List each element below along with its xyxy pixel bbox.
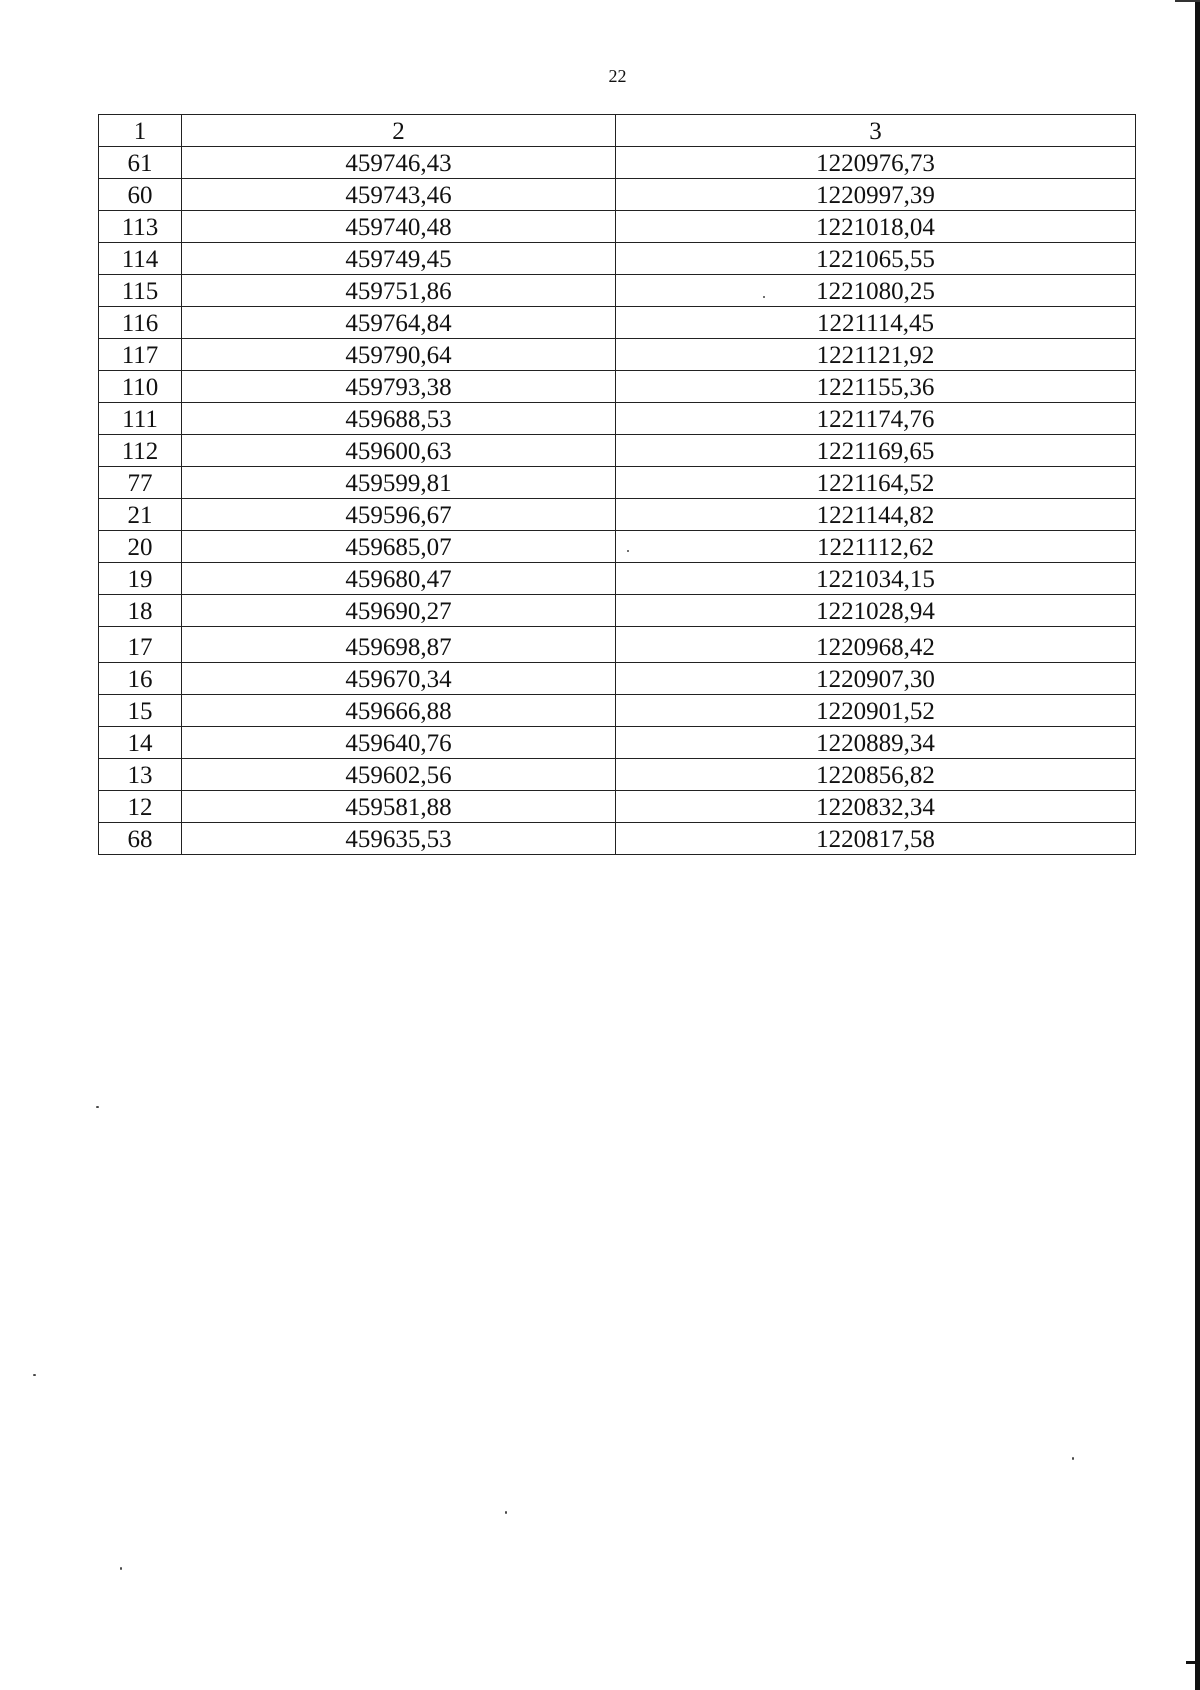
point-number-cell: 13 (99, 759, 182, 791)
y-coordinate-cell: 1220856,82 (616, 759, 1136, 791)
point-number-cell: 68 (99, 823, 182, 855)
y-coordinate-cell: 1221121,92 (616, 339, 1136, 371)
header-col-3: 3 (616, 115, 1136, 147)
y-coordinate-cell: 1221018,04 (616, 211, 1136, 243)
x-coordinate-cell: 459635,53 (182, 823, 616, 855)
y-coordinate-cell: 1221065,55 (616, 243, 1136, 275)
y-coordinate-cell: 1221034,15 (616, 563, 1136, 595)
point-number-cell: 14 (99, 727, 182, 759)
y-coordinate-cell: 1220907,30 (616, 663, 1136, 695)
point-number-cell: 113 (99, 211, 182, 243)
point-number-cell: 111 (99, 403, 182, 435)
y-coordinate-cell: 1221028,94 (616, 595, 1136, 627)
table-row (99, 823, 1136, 855)
x-coordinate-cell: 459690,27 (182, 595, 616, 627)
table-row (99, 307, 1136, 339)
header-col-1: 1 (99, 115, 182, 147)
x-coordinate-cell: 459751,86 (182, 275, 616, 307)
x-coordinate-cell: 459764,84 (182, 307, 616, 339)
scan-speck (33, 1374, 36, 1376)
table-row (99, 499, 1136, 531)
point-number-cell: 18 (99, 595, 182, 627)
table-row (99, 435, 1136, 467)
point-number-cell: 112 (99, 435, 182, 467)
x-coordinate-cell: 459600,63 (182, 435, 616, 467)
y-coordinate-cell: 1221114,45 (616, 307, 1136, 339)
point-number-cell: 77 (99, 467, 182, 499)
x-coordinate-cell: 459680,47 (182, 563, 616, 595)
scan-speck (120, 1567, 122, 1570)
point-number-cell: 21 (99, 499, 182, 531)
table-row (99, 147, 1136, 179)
y-coordinate-cell: 1220889,34 (616, 727, 1136, 759)
y-coordinate-cell: 1221164,52 (616, 467, 1136, 499)
table-row (99, 467, 1136, 499)
y-coordinate-cell: 1221144,82 (616, 499, 1136, 531)
point-number-cell: 110 (99, 371, 182, 403)
point-number-cell: 20 (99, 531, 182, 563)
x-coordinate-cell: 459746,43 (182, 147, 616, 179)
page-number: 22 (608, 66, 627, 86)
x-coordinate-cell: 459743,46 (182, 179, 616, 211)
scan-speck (505, 1511, 507, 1514)
y-coordinate-cell: 1220901,52 (616, 695, 1136, 727)
point-number-cell: 12 (99, 791, 182, 823)
x-coordinate-cell: 459666,88 (182, 695, 616, 727)
point-number-cell: 16 (99, 663, 182, 695)
point-number-cell: 60 (99, 179, 182, 211)
y-coordinate-cell: 1220968,42 (616, 627, 1136, 663)
table-row (99, 563, 1136, 595)
table-row (99, 759, 1136, 791)
x-coordinate-cell: 459596,67 (182, 499, 616, 531)
x-coordinate-cell: 459602,56 (182, 759, 616, 791)
x-coordinate-cell: 459698,87 (182, 627, 616, 663)
table-row (99, 595, 1136, 627)
y-coordinate-cell: 1221174,76 (616, 403, 1136, 435)
table-row (99, 211, 1136, 243)
table-row (99, 339, 1136, 371)
table-row (99, 179, 1136, 211)
y-coordinate-cell: 1220832,34 (616, 791, 1136, 823)
point-number-cell: 116 (99, 307, 182, 339)
scan-speck (763, 296, 765, 298)
header-col-2: 2 (182, 115, 616, 147)
y-coordinate-cell: 1220976,73 (616, 147, 1136, 179)
point-number-cell: 15 (99, 695, 182, 727)
y-coordinate-cell: 1220817,58 (616, 823, 1136, 855)
x-coordinate-cell: 459670,34 (182, 663, 616, 695)
y-coordinate-cell: 1221169,65 (616, 435, 1136, 467)
scan-speck (96, 1106, 99, 1108)
table-row (99, 627, 1136, 663)
table-row (99, 371, 1136, 403)
y-coordinate-cell: 1221155,36 (616, 371, 1136, 403)
x-coordinate-cell: 459793,38 (182, 371, 616, 403)
scan-speck (1072, 1457, 1074, 1460)
x-coordinate-cell: 459688,53 (182, 403, 616, 435)
x-coordinate-cell: 459640,76 (182, 727, 616, 759)
table-row (99, 243, 1136, 275)
x-coordinate-cell: 459599,81 (182, 467, 616, 499)
scan-top-edge (1175, 0, 1200, 2)
table-row (99, 695, 1136, 727)
x-coordinate-cell: 459685,07 (182, 531, 616, 563)
scan-right-edge (1195, 0, 1200, 1690)
point-number-cell: 115 (99, 275, 182, 307)
coordinates-table (98, 114, 1136, 855)
y-coordinate-cell: 1221112,62 (616, 531, 1136, 563)
y-coordinate-cell: 1221080,25 (616, 275, 1136, 307)
table-row (99, 663, 1136, 695)
x-coordinate-cell: 459749,45 (182, 243, 616, 275)
x-coordinate-cell: 459790,64 (182, 339, 616, 371)
table-row (99, 727, 1136, 759)
y-coordinate-cell: 1220997,39 (616, 179, 1136, 211)
table-row (99, 403, 1136, 435)
table-row (99, 275, 1136, 307)
x-coordinate-cell: 459581,88 (182, 791, 616, 823)
point-number-cell: 114 (99, 243, 182, 275)
point-number-cell: 117 (99, 339, 182, 371)
point-number-cell: 19 (99, 563, 182, 595)
scan-bottom-mark (1186, 1661, 1200, 1664)
table-row (99, 791, 1136, 823)
table-row (99, 531, 1136, 563)
point-number-cell: 61 (99, 147, 182, 179)
scan-speck (627, 550, 629, 552)
table-body (99, 115, 1136, 855)
point-number-cell: 17 (99, 627, 182, 663)
table-header-row (99, 115, 1136, 147)
x-coordinate-cell: 459740,48 (182, 211, 616, 243)
